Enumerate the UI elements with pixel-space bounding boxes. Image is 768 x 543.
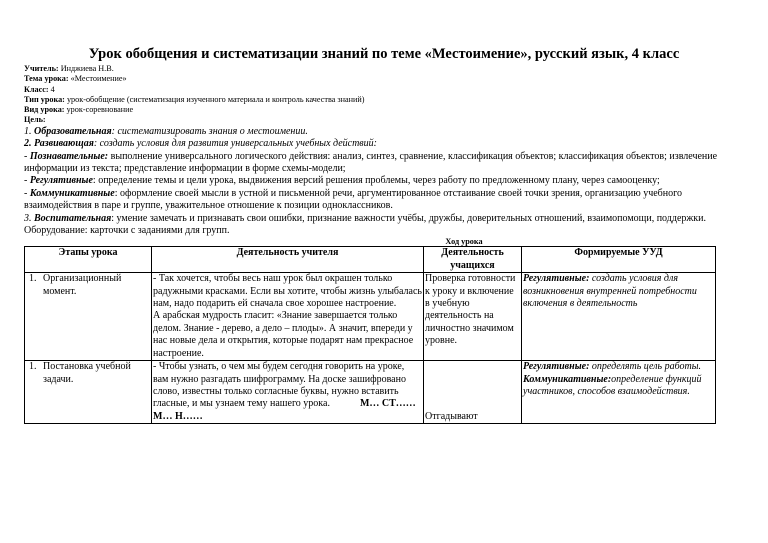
uud-cell: Регулятивные: создать условия для возникновения внутренней потребности включения в деятельность bbox=[522, 273, 716, 361]
type-line bbox=[24, 95, 744, 105]
stage-cell: 1. Организационный момент. bbox=[25, 273, 152, 361]
type-value: урок-обобщение (систематизация изученного материала и контроль качества знаний) bbox=[64, 94, 365, 104]
type-label: Тип урока: bbox=[24, 94, 65, 104]
equipment-line: Оборудование: карточки с заданиями для групп. bbox=[24, 225, 230, 237]
lesson-table bbox=[24, 246, 716, 424]
topic-value: «Местоимение» bbox=[68, 74, 127, 84]
teacher-line bbox=[24, 64, 744, 74]
header-teacher: Деятельность учителя bbox=[152, 247, 424, 273]
header-stages: Этапы урока bbox=[25, 247, 152, 273]
goal-cognitive: - Познавательные: выполнение универсального логического действия: анализ, синтез, сравнение, классификация объектов; классификация объектов; извлечение информации из текста; представление информации в форме схемы-модели; bbox=[24, 150, 718, 174]
document-title: Урок обобщения и систематизации знаний по теме «Местоимение», русский язык, 4 класс bbox=[88, 46, 680, 62]
class-line bbox=[24, 85, 744, 95]
document-page bbox=[24, 46, 744, 424]
goals-block bbox=[24, 126, 744, 238]
students-cell: Проверка готовности к уроку и включение в учебную деятельность на личностно значимом уровне. bbox=[424, 273, 522, 361]
header-students: Деятельность учащихся bbox=[424, 247, 522, 273]
table-row bbox=[25, 273, 716, 361]
lesson-flow-label: Ход урока bbox=[445, 237, 483, 247]
teacher-value: Инджиева Н.В. bbox=[58, 64, 114, 73]
topic-line bbox=[24, 74, 744, 84]
teacher-cell: - Чтобы узнать, о чем мы будем сегодня говорить на уроке, вам нужно разгадать шифрограмму. На доске зашифровано слово, известны только согласные буквы, нужно вставить гласные, и мы узнаем тему нашего урока. М… СТ…… М… Н…… bbox=[152, 361, 424, 424]
students-cell: Отгадывают bbox=[424, 361, 522, 424]
class-value: 4 bbox=[48, 84, 55, 94]
goal-line bbox=[24, 115, 744, 125]
uud-cell: Регулятивные: определять цель работы. Коммуникативные:определение функций участников, способов взаимодействия. bbox=[522, 361, 716, 424]
goal-educational: 1. Образовательная: систематизировать знания о местоимении. bbox=[24, 125, 308, 137]
teacher-cell: - Так хочется, чтобы весь наш урок был окрашен только радужными красками. Если вы хотите, чтобы жизнь улыбалась нам, надо подарить ей сначала свое хорошее настроение. А арабская мудрость гласит: «Знание завершается только делом. Знание - дерево, а дело – плоды». А значит, впереди у нас новые дела и открытия, которые подарят нам прекрасное настроение. bbox=[153, 273, 422, 359]
table-header-row bbox=[25, 247, 716, 273]
stage-cell: 1. Постановка учебной задачи. bbox=[25, 361, 152, 424]
goal-developing: 2. Развивающая: создать условия для развития универсальных учебных действий: bbox=[24, 138, 377, 150]
teacher-label: Учитель: bbox=[24, 64, 59, 73]
kind-label: Вид урока: bbox=[24, 105, 65, 115]
cipher-text: М… СТ…… М… Н…… bbox=[153, 398, 416, 422]
table-row bbox=[25, 361, 716, 424]
class-label: Класс: bbox=[24, 84, 49, 94]
kind-value: урок-соревнование bbox=[64, 105, 134, 115]
goal-label: Цель: bbox=[24, 115, 46, 125]
topic-label: Тема урока: bbox=[24, 74, 69, 84]
goal-regulatory: - Регулятивные: определение темы и цели урока, выдвижения версий решения проблемы, через работу по предложенному плану, через самооценку; bbox=[24, 175, 660, 187]
lesson-meta bbox=[24, 64, 744, 126]
header-uud: Формируемые УУД bbox=[522, 247, 716, 273]
goal-upbringing: 3. Воспитательная: умение замечать и признавать свои ошибки, признание важности учёбы, дружбы, доверительных отношений, взаимопомощи, поддержки. bbox=[24, 212, 707, 224]
goal-communicative: - Коммуникативные: оформление своей мысли в устной и письменной речи, аргументированное отстаивание своей точки зрения, организацию учебного взаимодействия в паре и группе, уважительное отношение к позиции одноклассников. bbox=[24, 187, 682, 212]
kind-line bbox=[24, 105, 744, 115]
